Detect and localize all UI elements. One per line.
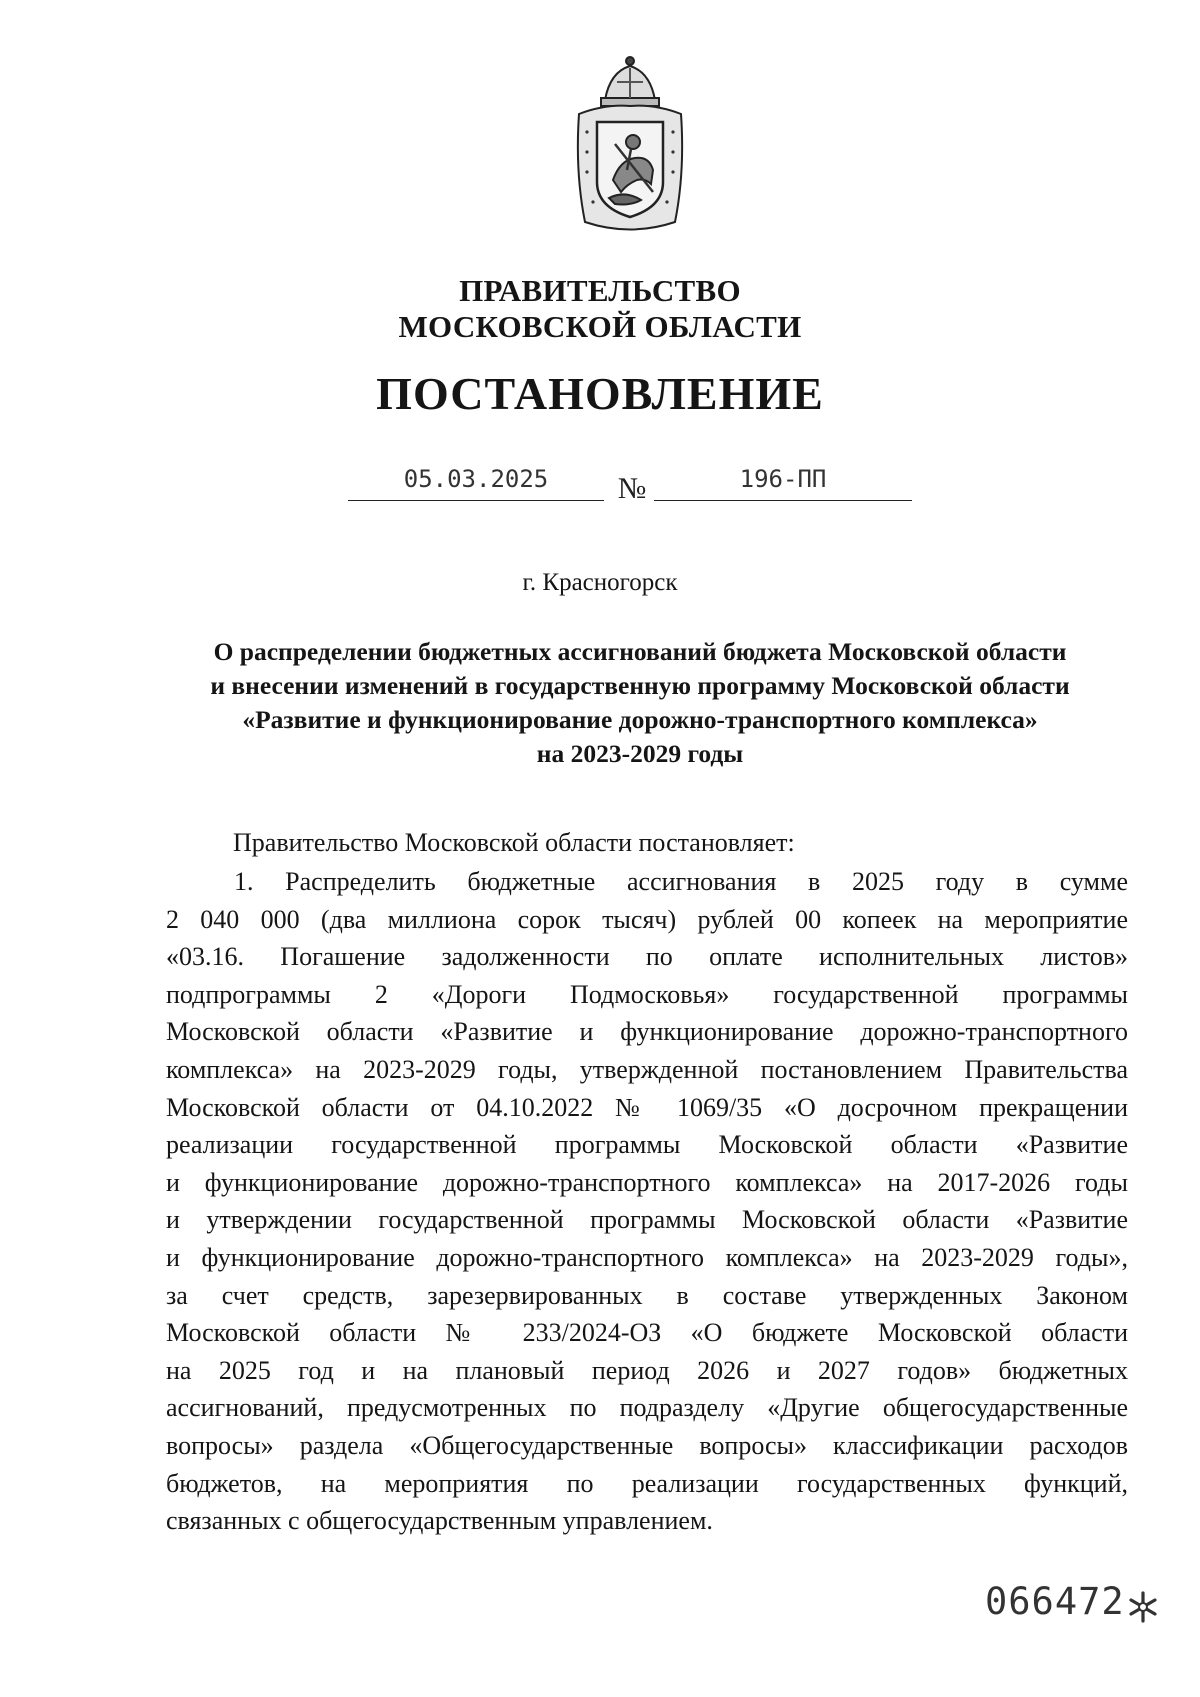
title-line: О распределении бюджетных ассигнований бюджета Московской области bbox=[213, 637, 1067, 666]
registration-row bbox=[0, 462, 1200, 510]
body-line: и утверждении государственной программы Московской области «Развитие bbox=[166, 1205, 1128, 1235]
body-line: бюджетов, на мероприятия по реализации государственных функций, bbox=[166, 1468, 1128, 1498]
body-line: и функционирование дорожно-транспортного комплекса» на 2017-2026 годы bbox=[166, 1167, 1128, 1197]
body-line: за счет средств, зарезервированных в составе утвержденных Законом bbox=[166, 1280, 1128, 1310]
title-line: «Развитие и функционирование дорожно-транспортного комплекса» bbox=[242, 705, 1038, 734]
org-name-line1: ПРАВИТЕЛЬСТВО bbox=[459, 273, 741, 308]
org-name-line2: МОСКОВСКОЙ ОБЛАСТИ bbox=[398, 309, 802, 344]
serial-number: 066472 bbox=[985, 1580, 1125, 1623]
preamble: Правительство Московской области постановляет: bbox=[233, 828, 795, 857]
city: г. Красногорск bbox=[522, 569, 678, 596]
body-line: подпрограммы 2 «Дороги Подмосковья» государственной программы bbox=[166, 979, 1128, 1009]
document-date: 05.03.2025 bbox=[348, 462, 604, 501]
moscow-oblast-coat-of-arms-icon bbox=[565, 52, 695, 237]
document-title bbox=[140, 635, 1140, 771]
body-line: на 2025 год и на плановый период 2026 и 2027 годов» бюджетных bbox=[166, 1355, 1128, 1385]
body-line: 2 040 000 (два миллиона сорок тысяч) рублей 00 копеек на мероприятие bbox=[166, 904, 1128, 934]
body-line: реализации государственной программы Московской области «Развитие bbox=[166, 1130, 1128, 1160]
asterisk-star-icon bbox=[1124, 1588, 1162, 1626]
title-line: и внесении изменений в государственную программу Московской области bbox=[210, 671, 1070, 700]
body-line: вопросы» раздела «Общегосударственные вопросы» классификации расходов bbox=[166, 1430, 1128, 1460]
document-number: 196-ПП bbox=[654, 462, 912, 501]
body-line: Московской области «Развитие и функционирование дорожно-транспортного bbox=[166, 1017, 1128, 1047]
body-line: и функционирование дорожно-транспортного комплекса» на 2023-2029 годы», bbox=[166, 1242, 1128, 1272]
body-line: Московской области № 233/2024-ОЗ «О бюджете Московской области bbox=[166, 1318, 1128, 1348]
number-sign: № bbox=[617, 472, 647, 505]
body-line: Московской области от 04.10.2022 № 1069/35 «О досрочном прекращении bbox=[166, 1092, 1128, 1122]
body-line: 1. Распределить бюджетные ассигнования в 2025 году в сумме bbox=[234, 867, 1128, 896]
body-line: ассигнований, предусмотренных по подразделу «Другие общегосударственные bbox=[166, 1393, 1128, 1423]
body-line: комплекса» на 2023-2029 годы, утвержденной постановлением Правительства bbox=[166, 1054, 1128, 1084]
body-line: связанных с общегосударственным управлением. bbox=[166, 1506, 713, 1536]
body-line: «03.16. Погашение задолженности по оплате исполнительных листов» bbox=[166, 942, 1128, 972]
title-line: на 2023-2029 годы bbox=[536, 739, 744, 768]
document-type: ПОСТАНОВЛЕНИЕ bbox=[376, 368, 824, 419]
body-paragraph bbox=[166, 863, 1128, 1540]
